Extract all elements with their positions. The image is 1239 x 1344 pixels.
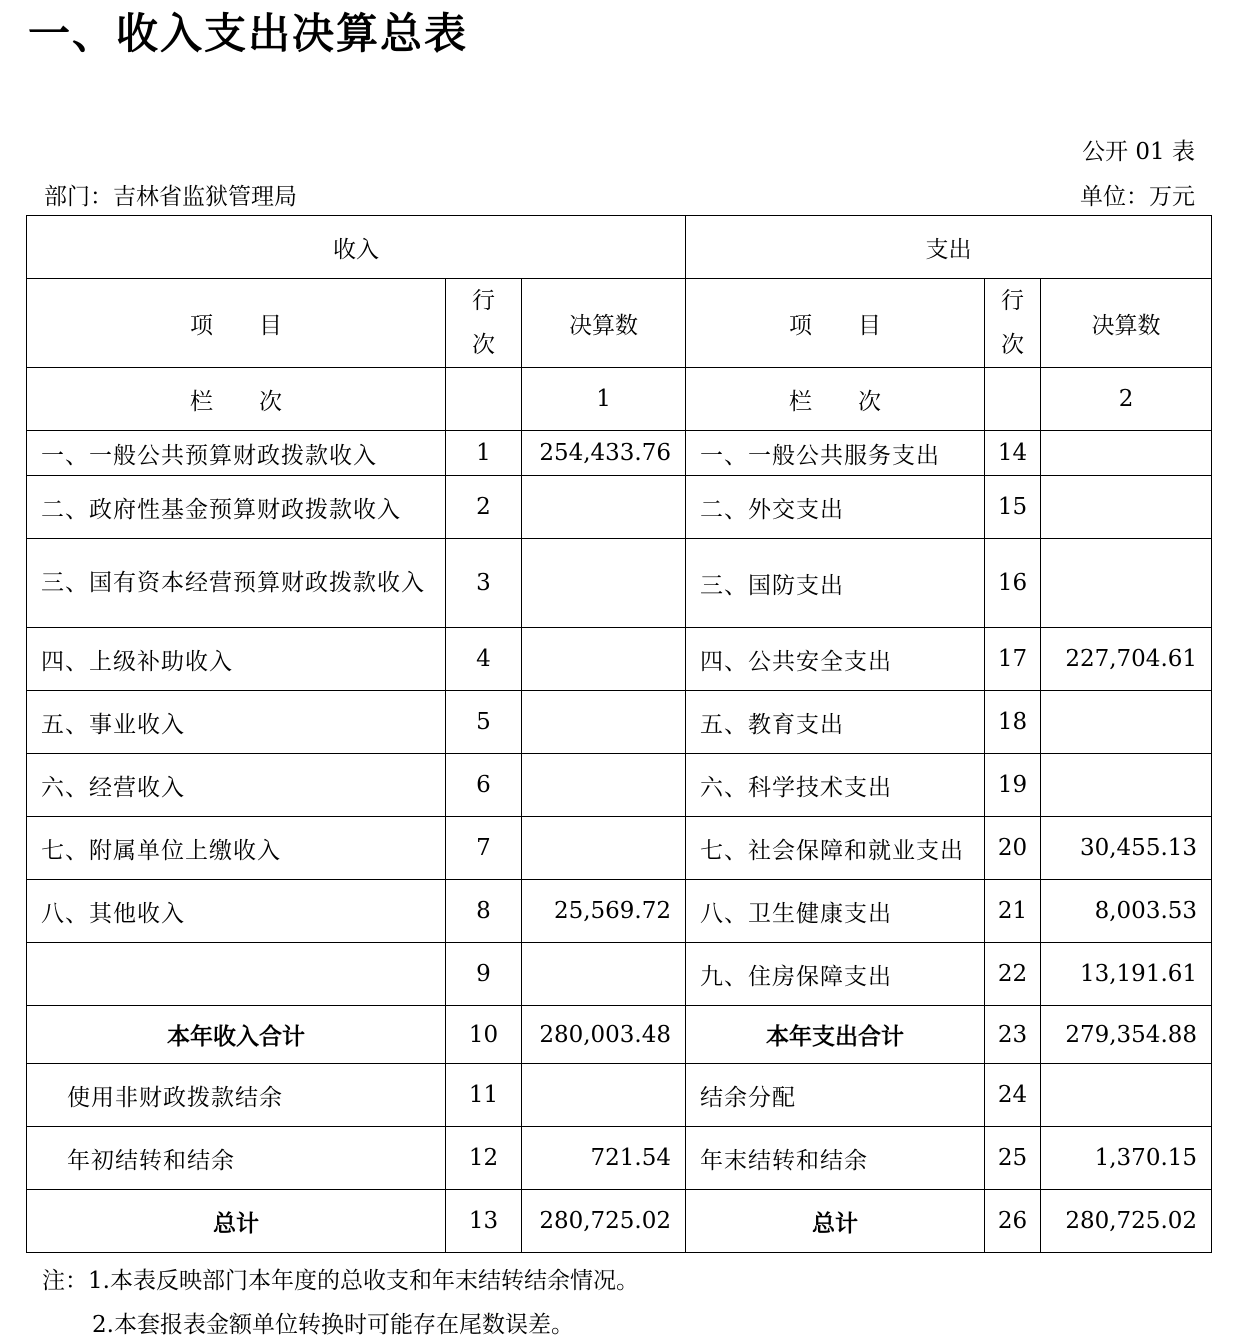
expense-subtotal-amount: 279,354.88 — [1041, 1006, 1212, 1064]
expense-amount-header: 决算数 — [1041, 279, 1212, 368]
expense-column-label: 栏 次 — [686, 368, 985, 431]
expense-item: 九、住房保障支出 — [686, 943, 985, 1006]
table-row — [27, 431, 1212, 476]
department-label: 部门：吉林省监狱管理局 — [44, 184, 297, 210]
income-amount — [522, 476, 686, 539]
income-expense-table — [26, 215, 1212, 1253]
income-row-no: 7 — [446, 817, 522, 880]
income-item: 三、国有资本经营预算财政拨款收入 — [27, 539, 446, 628]
income-row-no: 6 — [446, 754, 522, 817]
income-total-amount: 280,725.02 — [522, 1190, 686, 1253]
page-title: 一、收入支出决算总表 — [28, 9, 469, 58]
income-column-number: 1 — [522, 368, 686, 431]
expense-row-no: 19 — [985, 754, 1041, 817]
expense-row-no: 14 — [985, 431, 1041, 476]
table-row — [27, 880, 1212, 943]
income-item-header: 项 目 — [27, 279, 446, 368]
income-amount — [522, 1064, 686, 1127]
expense-amount — [1041, 1064, 1212, 1127]
expense-row-no: 22 — [985, 943, 1041, 1006]
table-row — [27, 476, 1212, 539]
income-item: 二、政府性基金预算财政拨款收入 — [27, 476, 446, 539]
table-row — [27, 539, 1212, 628]
income-row-no: 12 — [446, 1127, 522, 1190]
expense-subtotal-label: 本年支出合计 — [686, 1006, 985, 1064]
expense-item: 八、卫生健康支出 — [686, 880, 985, 943]
income-item: 七、附属单位上缴收入 — [27, 817, 446, 880]
income-row-no: 10 — [446, 1006, 522, 1064]
expense-item: 二、外交支出 — [686, 476, 985, 539]
expense-amount — [1041, 476, 1212, 539]
table-row — [27, 1064, 1212, 1127]
income-row-no: 1 — [446, 431, 522, 476]
note-2: 2.本套报表金额单位转换时可能存在尾数误差。 — [92, 1312, 574, 1338]
column-number-row — [27, 368, 1212, 431]
income-item: 五、事业收入 — [27, 691, 446, 754]
expense-row-no: 18 — [985, 691, 1041, 754]
total-row — [27, 1190, 1212, 1253]
income-row-no: 2 — [446, 476, 522, 539]
income-column-label: 栏 次 — [27, 368, 446, 431]
table-header-row — [27, 216, 1212, 279]
table-row — [27, 754, 1212, 817]
expense-row-no: 24 — [985, 1064, 1041, 1127]
income-item: 一、一般公共预算财政拨款收入 — [27, 431, 446, 476]
table-row — [27, 691, 1212, 754]
expense-item: 四、公共安全支出 — [686, 628, 985, 691]
income-item: 年初结转和结余 — [27, 1127, 446, 1190]
form-number: 公开 01 表 — [1082, 139, 1195, 165]
expense-row-no: 26 — [985, 1190, 1041, 1253]
expense-item-header: 项 目 — [686, 279, 985, 368]
expense-row-no: 23 — [985, 1006, 1041, 1064]
expense-row-no-header: 行 次 — [985, 279, 1041, 368]
expense-row-no: 20 — [985, 817, 1041, 880]
income-item: 八、其他收入 — [27, 880, 446, 943]
expense-row-no: 25 — [985, 1127, 1041, 1190]
income-row-no: 3 — [446, 539, 522, 628]
income-item: 六、经营收入 — [27, 754, 446, 817]
income-row-no: 5 — [446, 691, 522, 754]
table-subheader-row — [27, 279, 1212, 368]
expense-amount — [1041, 539, 1212, 628]
income-row-no: 8 — [446, 880, 522, 943]
expense-total-label: 总计 — [686, 1190, 985, 1253]
unit-label: 单位：万元 — [1080, 184, 1195, 210]
expense-item: 七、社会保障和就业支出 — [686, 817, 985, 880]
expense-row-no: 21 — [985, 880, 1041, 943]
expense-row-no: 17 — [985, 628, 1041, 691]
expense-row-no: 15 — [985, 476, 1041, 539]
expense-item: 一、一般公共服务支出 — [686, 431, 985, 476]
table-row — [27, 817, 1212, 880]
expense-item: 结余分配 — [686, 1064, 985, 1127]
income-row-no: 11 — [446, 1064, 522, 1127]
income-item: 四、上级补助收入 — [27, 628, 446, 691]
expense-amount — [1041, 691, 1212, 754]
income-amount — [522, 817, 686, 880]
expense-row-no: 16 — [985, 539, 1041, 628]
expense-amount: 8,003.53 — [1041, 880, 1212, 943]
income-amount — [522, 754, 686, 817]
income-amount-header: 决算数 — [522, 279, 686, 368]
income-row-no: 4 — [446, 628, 522, 691]
income-amount: 254,433.76 — [522, 431, 686, 476]
note-1: 注：1.本表反映部门本年度的总收支和年末结转结余情况。 — [42, 1268, 639, 1294]
expense-amount — [1041, 754, 1212, 817]
expense-column-number: 2 — [1041, 368, 1212, 431]
expense-amount: 30,455.13 — [1041, 817, 1212, 880]
expense-item: 五、教育支出 — [686, 691, 985, 754]
expense-amount: 1,370.15 — [1041, 1127, 1212, 1190]
income-item: 使用非财政拨款结余 — [27, 1064, 446, 1127]
expense-header: 支出 — [686, 216, 1212, 279]
income-total-label: 总计 — [27, 1190, 446, 1253]
subtotal-row — [27, 1006, 1212, 1064]
expense-amount: 13,191.61 — [1041, 943, 1212, 1006]
expense-item: 年末结转和结余 — [686, 1127, 985, 1190]
expense-amount: 227,704.61 — [1041, 628, 1212, 691]
table-row — [27, 943, 1212, 1006]
expense-column-blank — [985, 368, 1041, 431]
income-amount — [522, 628, 686, 691]
income-row-no-header: 行 次 — [446, 279, 522, 368]
income-amount — [522, 539, 686, 628]
income-subtotal-label: 本年收入合计 — [27, 1006, 446, 1064]
income-item — [27, 943, 446, 1006]
income-amount — [522, 943, 686, 1006]
income-amount: 25,569.72 — [522, 880, 686, 943]
expense-item: 三、国防支出 — [686, 539, 985, 628]
expense-item: 六、科学技术支出 — [686, 754, 985, 817]
income-row-no: 9 — [446, 943, 522, 1006]
expense-total-amount: 280,725.02 — [1041, 1190, 1212, 1253]
income-amount — [522, 691, 686, 754]
table-row — [27, 1127, 1212, 1190]
table-row — [27, 628, 1212, 691]
expense-amount — [1041, 431, 1212, 476]
income-subtotal-amount: 280,003.48 — [522, 1006, 686, 1064]
income-header: 收入 — [27, 216, 686, 279]
income-row-no: 13 — [446, 1190, 522, 1253]
income-column-blank — [446, 368, 522, 431]
income-amount: 721.54 — [522, 1127, 686, 1190]
